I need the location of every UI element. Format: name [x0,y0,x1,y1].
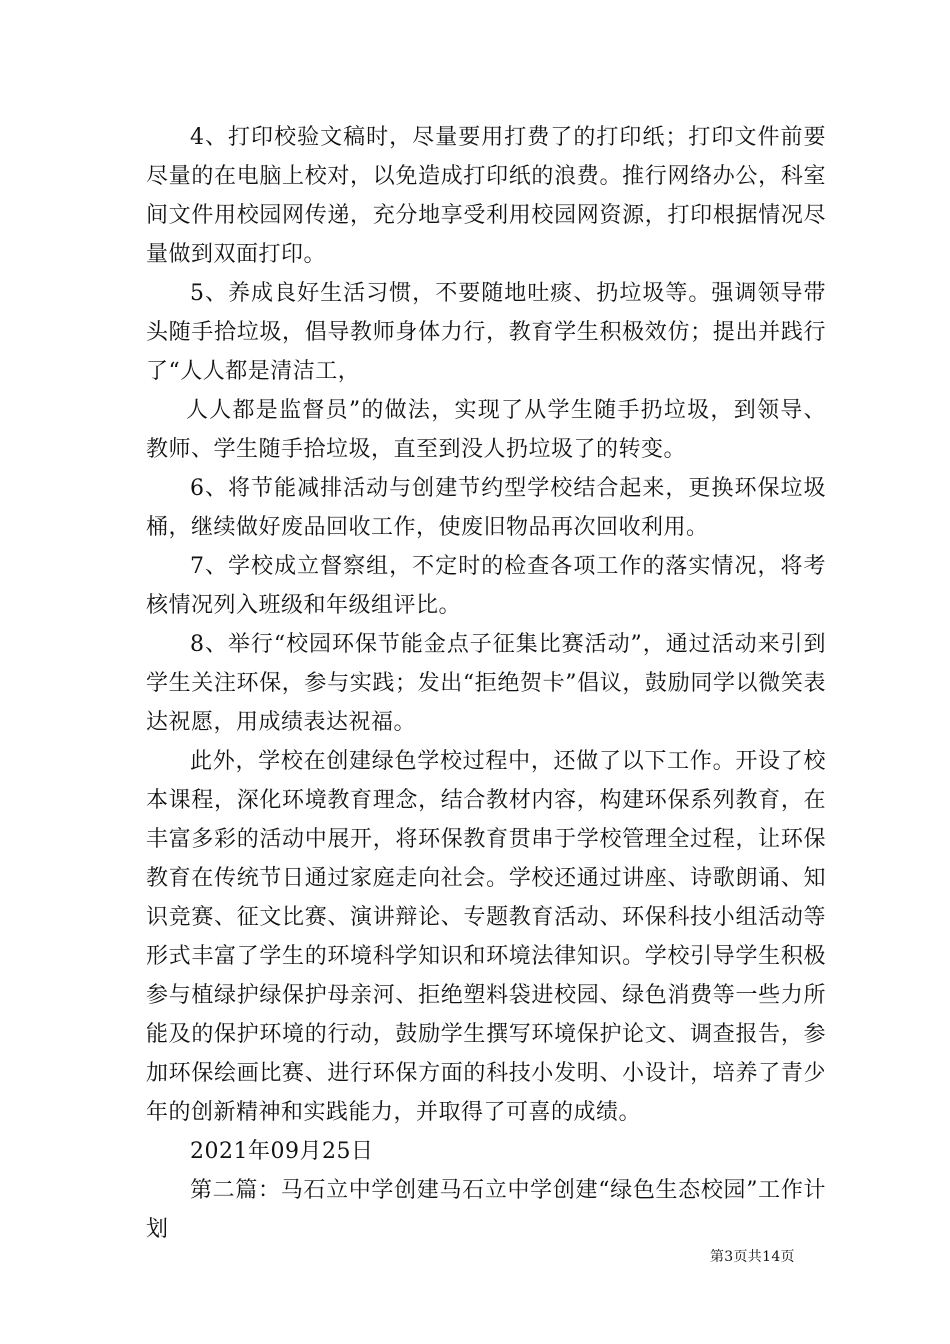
paragraph-additional-work: 此外，学校在创建绿色学校过程中，还做了以下工作。开设了校本课程，深化环境教育理念，结合教材内容，构建环保系列教育，在丰富多彩的活动中展开，将环保教育贯串于学校管理全过程，让环保教育在传统节日通过家庭走向社会。学校还通过讲座、诗歌朗诵、知识竞赛、征文比赛、演讲辩论、专题教育活动、环保科技小组活动等形式丰富了学生的环境科学知识和环境法律知识。学校引导学生积极参与植绿护绿保护母亲河、拒绝塑料袋进校园、绿色消费等一些力所能及的保护环境的行动，鼓励学生撰写环境保护论文、调查报告，参加环保绘画比赛、进行环保方面的科技小发明、小设计，培养了青少年的创新精神和实践能力，并取得了可喜的成绩。 [146,749,826,1125]
page-number-footer: 第3页共14页 [710,1249,795,1265]
paragraph-item-5-continued: 人人都是监督员”的做法，实现了从学生随手扔垃圾，到领导、教师、学生随手拾垃圾，直至到没人扔垃圾了的转变。 [146,398,826,462]
document-body [146,118,826,1249]
next-section-title: 第二篇：马石立中学创建马石立中学创建“绿色生态校园”工作计划 [146,1178,826,1242]
paragraph-item-7: 7、学校成立督察组，不定时的检查各项工作的落实情况，将考核情况列入班级和年级组评比。 [146,554,826,618]
document-date: 2021年09月25日 [190,1139,374,1164]
paragraph-item-4: 4、打印校验文稿时，尽量要用打费了的打印纸；打印文件前要尽量的在电脑上校对，以免造成打印纸的浪费。推行网络办公，科室间文件用校园网传递，充分地享受利用校园网资源，打印根据情况尽量做到双面打印。 [146,125,826,267]
paragraph-item-5: 5、养成良好生活习惯，不要随地吐痰、扔垃圾等。强调领导带头随手拾垃圾，倡导教师身体力行，教育学生积极效仿；提出并践行了“人人都是清洁工， [146,281,826,384]
paragraph-item-8: 8、举行“校园环保节能金点子征集比赛活动”，通过活动来引到学生关注环保，参与实践；发出“拒绝贺卡”倡议，鼓励同学以微笑表达祝愿，用成绩表达祝福。 [146,632,826,735]
paragraph-item-6: 6、将节能减排活动与创建节约型学校结合起来，更换环保垃圾桶，继续做好废品回收工作，使废旧物品再次回收利用。 [146,476,826,540]
